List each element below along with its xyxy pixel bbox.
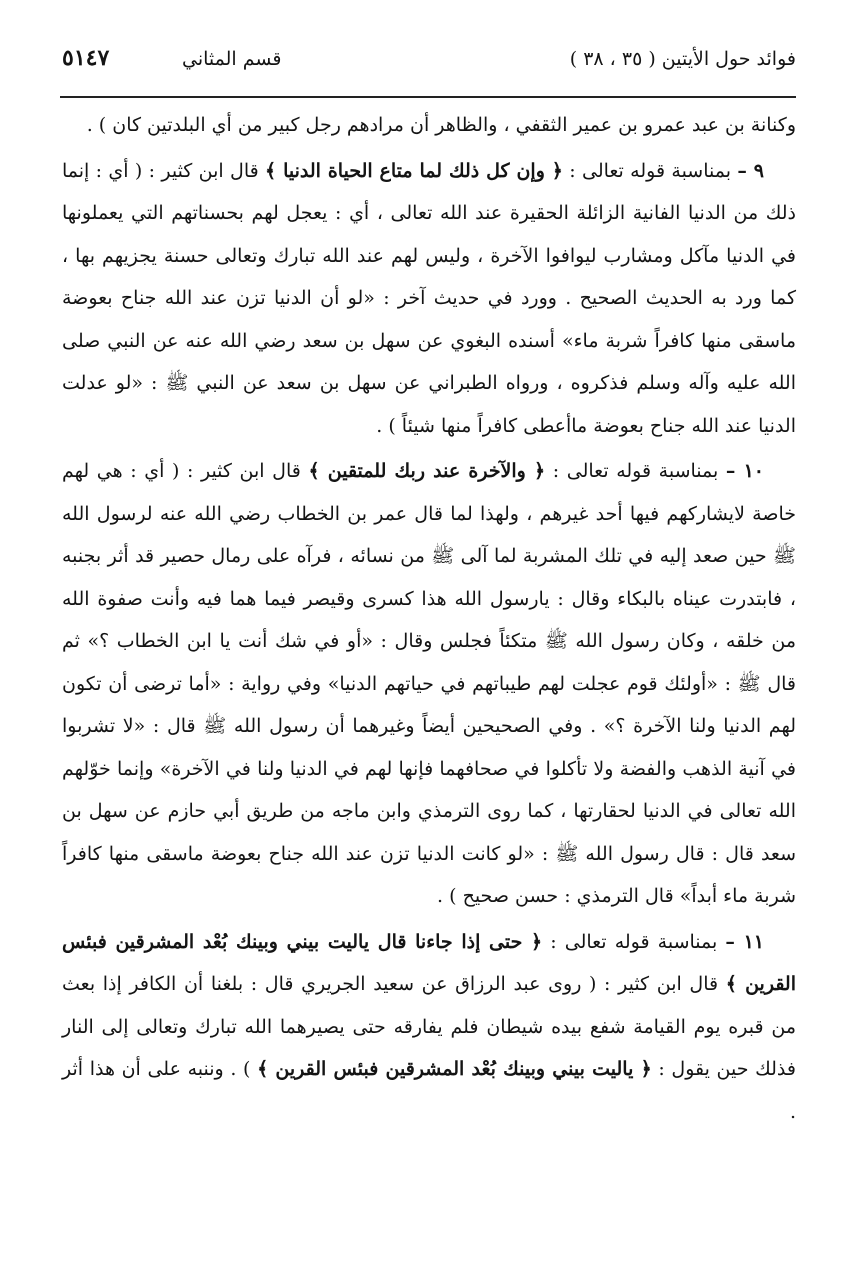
paragraph-intro: بمناسبة قوله تعالى : [562, 159, 738, 182]
paragraph-text: قال ابن كثير : ( روى عبد الرزاق عن سعيد الجريري قال : بلغنا أن الكافر إذا بعث من قبره يوم القيامة شفع بيده شيطان فلم يفارقه حتى يصيرهما الله تبارك وتعالى إلى النار فذلك حين يقول : [62, 973, 796, 1080]
paragraph-note-10 [62, 450, 796, 918]
page-number: ٥١٤٧ [62, 45, 110, 71]
running-title: فوائد حول الأيتين ( ٣٥ ، ٣٨ ) [569, 48, 796, 70]
quranic-verse: ﴿ وإن كل ذلك لما متاع الحياة الدنيا ﴾ [265, 159, 563, 182]
header-divider [60, 96, 796, 98]
paragraph-text: قال ابن كثير : ( أي : إنما ذلك من الدنيا الفانية الزائلة الحقيرة عند الله تعالى ، أي : يعجل لهم بحسناتهم التي يعملونها في الدنيا مآكل ومشارب ليوافوا الآخرة ، وليس لهم عند الله تبارك وتعالى حسنة يجزيهم بها ، كما ورد به الحديث الصحيح . وورد في حديث آخر : «لو أن الدنيا تزن عند الله جناح بعوضة ماسقى منها كافراً شربة ماء» أسنده البغوي عن سهل بن سعد رضي الله عنه عن النبي صلى الله عليه وآله وسلم فذكروه ، ورواه الطبراني عن سهل بن سعد عن النبي ﷺ : «لو عدلت الدنيا عند الله جناح بعوضة ماأعطى كافراً منها شيئاً ) . [62, 159, 796, 437]
paragraph-closing: ) . وننبه على أن هذا أثر . [62, 1058, 796, 1123]
page-body [62, 104, 796, 1133]
note-number: ١٠ – [725, 460, 764, 482]
quranic-verse: ﴿ حتى إذا جاءنا قال ياليت بيني وبينك بُعْد المشرقين فبئس القرين ﴾ [62, 930, 796, 995]
paragraph-note-11 [62, 921, 796, 1134]
paragraph-intro: بمناسبة قوله تعالى : [545, 460, 726, 482]
note-number: ١١ – [725, 930, 764, 953]
section-name: قسم المثاني [182, 48, 282, 70]
paragraph-note-9 [62, 150, 796, 448]
running-header [62, 38, 796, 84]
quranic-verse-repeat: ﴿ ياليت بيني وبينك بُعْد المشرقين فبئس القرين ﴾ [257, 1058, 652, 1080]
quranic-verse: ﴿ والآخرة عند ربك للمتقين ﴾ [308, 460, 546, 482]
paragraph-intro: بمناسبة قوله تعالى : [542, 930, 726, 953]
note-number: ٩ – [737, 159, 764, 182]
paragraph-text: قال ابن كثير : ( أي : هي لهم خاصة لايشاركهم فيها أحد غيرهم ، ولهذا لما قال عمر بن الخطاب رضي الله عنه لرسول الله ﷺ حين صعد إليه في تلك المشربة لما آلى ﷺ من نسائه ، فرآه على رمال حصير قد أثر بجنبه ، فابتدرت عيناه بالبكاء وقال : يارسول الله هذا كسرى وقيصر فيما هما فيه وأنت صفوة الله من خلقه ، وكان رسول الله ﷺ متكئاً فجلس وقال : «أو في شك أنت يا ابن الخطاب ؟» ثم قال ﷺ : «أولئك قوم عجلت لهم طيباتهم في حياتهم الدنيا» وفي رواية : «أما ترضى أن تكون لهم الدنيا ولنا الآخرة ؟» . وفي الصحيحين أيضاً وغيرهما أن رسول الله ﷺ قال : «لا تشربوا في آنية الذهب والفضة ولا تأكلوا في صحافهما فإنها لهم في الدنيا ولنا في الآخرة» وإنما خوّلهم الله تعالى في الدنيا لحقارتها ، كما روى الترمذي وابن ماجه من طريق أبي حازم عن سهل بن سعد قال : قال رسول الله ﷺ : «لو كانت الدنيا تزن عند الله جناح بعوضة ماسقى منها كافراً شربة ماء أبداً» قال الترمذي : حسن صحيح ) . [62, 460, 796, 907]
paragraph-text: وكنانة بن عبد عمرو بن عمير الثقفي ، والظاهر أن مرادهم رجل كبير من أي البلدتين كان ) . [86, 114, 796, 136]
paragraph-continuation [62, 104, 796, 147]
